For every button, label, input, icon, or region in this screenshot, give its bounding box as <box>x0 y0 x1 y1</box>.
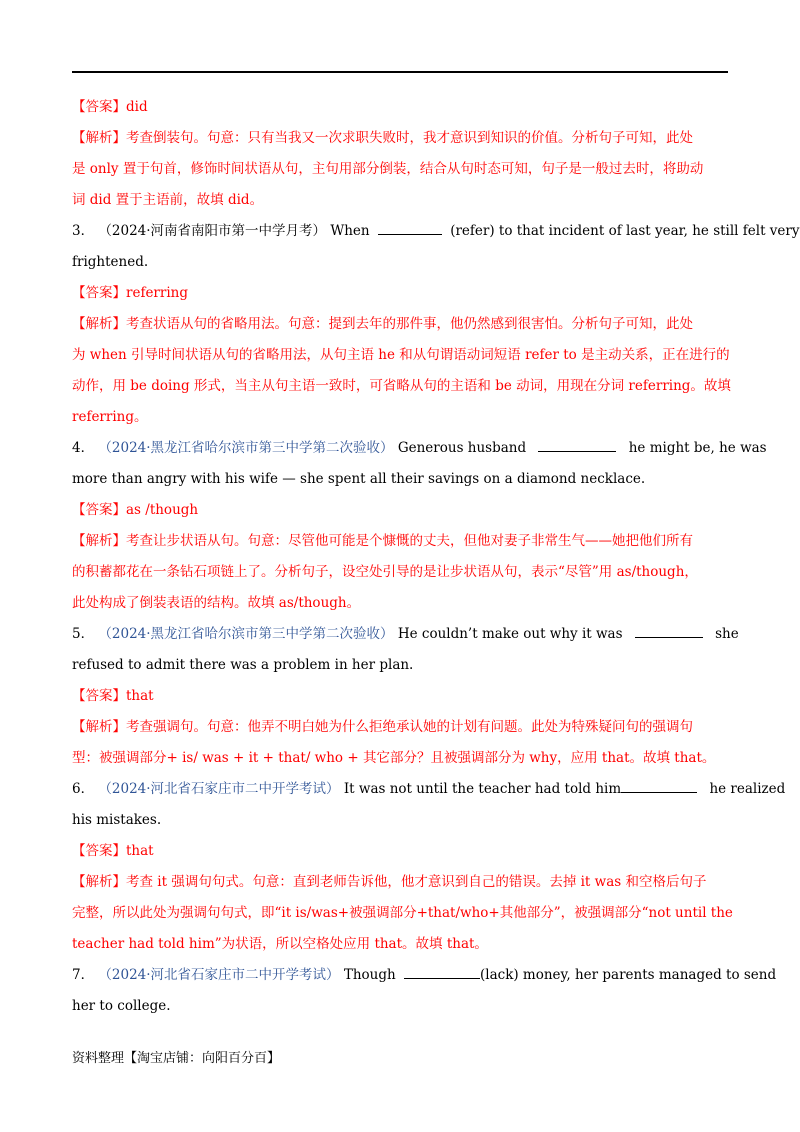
question-4 <box>72 433 767 464</box>
question-4-blank[interactable] <box>538 437 616 452</box>
question-3-continued: frightened. <box>72 254 149 270</box>
analysis-q4-line-3: 此处构成了倒装表语的结构。故填 as/though。 <box>72 595 361 611</box>
analysis-q4-line-2: 的积蓄都花在一条钻石项链上了。分析句子，设空处引导的是让步状语从句，表示“尽管”用 as/though， <box>72 564 698 580</box>
question-6 <box>72 774 786 805</box>
question-7-continued: her to college. <box>72 998 171 1014</box>
question-3-source: （2024·河南省南阳市第一中学月考） <box>98 223 327 239</box>
question-4-text-b: he might be, he was <box>628 440 767 456</box>
header-rule <box>72 71 728 73</box>
question-6-continued: his mistakes. <box>72 812 162 828</box>
answer-q3: 【答案】referring <box>72 285 188 301</box>
question-5-text-b: she <box>715 626 739 642</box>
question-7-text-a: Though <box>343 967 396 983</box>
analysis-q3-line-1: 【解析】考查状语从句的省略用法。句意：提到去年的那件事，他仍然感到很害怕。分析句子可知，此处 <box>72 316 693 332</box>
analysis-q6-line-3: teacher had told him”为状语，所以空格处应用 that。故填 that。 <box>72 936 488 952</box>
question-5-source: （2024·黑龙江省哈尔滨市第三中学第二次验收） <box>98 626 394 642</box>
question-7-number: 7． <box>72 967 95 983</box>
answer-q2: 【答案】did <box>72 99 148 115</box>
analysis-q6-line-1: 【解析】考查 it 强调句句式。句意：直到老师告诉他，他才意识到自己的错误。去掉 it was 和空格后句子 <box>72 874 707 890</box>
analysis-q2-line-3: 词 did 置于主语前，故填 did。 <box>72 192 264 208</box>
analysis-q3-line-2: 为 when 引导时间状语从句的省略用法，从句主语 he 和从句谓语动词短语 refer to 是主动关系，正在进行的 <box>72 347 730 363</box>
analysis-q2-line-1: 【解析】考查倒装句。句意：只有当我又一次求职失败时，我才意识到知识的价值。分析句子可知，此处 <box>72 130 693 146</box>
question-3-number: 3． <box>72 223 95 239</box>
question-5-text-a: He couldn’t make out why it was <box>397 626 623 642</box>
question-5-number: 5． <box>72 626 95 642</box>
question-3 <box>72 216 800 247</box>
question-7-blank[interactable] <box>404 964 480 979</box>
question-4-number: 4． <box>72 440 95 456</box>
question-5-blank[interactable] <box>635 623 703 638</box>
question-5 <box>72 619 739 650</box>
analysis-q6-line-2: 完整，所以此处为强调句句式，即“it is/was+被强调部分+that/who+其他部分”，被强调部分“not until the <box>72 905 733 921</box>
analysis-q3-line-3: 动作，用 be doing 形式，当主从句主语一致时，可省略从句的主语和 be 动词，用现在分词 referring。故填 <box>72 378 731 394</box>
question-3-text-b: (refer) to that incident of last year, he still felt very <box>450 223 800 239</box>
question-6-number: 6． <box>72 781 95 797</box>
question-6-blank[interactable] <box>621 778 697 793</box>
answer-q4: 【答案】as /though <box>72 502 199 518</box>
question-4-continued: more than angry with his wife — she spent all their savings on a diamond necklace. <box>72 471 646 487</box>
question-7-text-b: (lack) money, her parents managed to send <box>480 967 777 983</box>
analysis-q5-line-2: 型：被强调部分+ is/ was + it + that/ who + 其它部分？且被强调部分为 why，应用 that。故填 that。 <box>72 750 716 766</box>
analysis-q3-line-4: referring。 <box>72 409 148 425</box>
answer-q5: 【答案】that <box>72 688 154 704</box>
question-7 <box>72 960 777 991</box>
question-4-source: （2024·黑龙江省哈尔滨市第三中学第二次验收） <box>98 440 394 456</box>
document-body <box>72 92 800 1022</box>
footer-note: 资料整理【淘宝店铺：向阳百分百】 <box>72 1051 281 1066</box>
question-7-source: （2024·河北省石家庄市二中开学考试） <box>98 967 340 983</box>
question-3-blank[interactable] <box>378 220 442 235</box>
analysis-q2-line-2: 是 only 置于句首，修饰时间状语从句，主句用部分倒装，结合从句时态可知，句子是一般过去时，将助动 <box>72 161 704 177</box>
question-3-text-a: When <box>330 223 370 239</box>
question-6-text-a: It was not until the teacher had told him <box>343 781 622 797</box>
question-6-text-b: he realized <box>709 781 786 797</box>
analysis-q5-line-1: 【解析】考查强调句。句意：他弄不明白她为什么拒绝承认她的计划有问题。此处为特殊疑问句的强调句 <box>72 719 693 735</box>
question-4-text-a: Generous husband <box>397 440 527 456</box>
question-5-continued: refused to admit there was a problem in her plan. <box>72 657 414 673</box>
answer-q6: 【答案】that <box>72 843 154 859</box>
question-6-source: （2024·河北省石家庄市二中开学考试） <box>98 781 340 797</box>
analysis-q4-line-1: 【解析】考查让步状语从句。句意：尽管他可能是个慷慨的丈夫，但他对妻子非常生气——她把他们所有 <box>72 533 693 549</box>
